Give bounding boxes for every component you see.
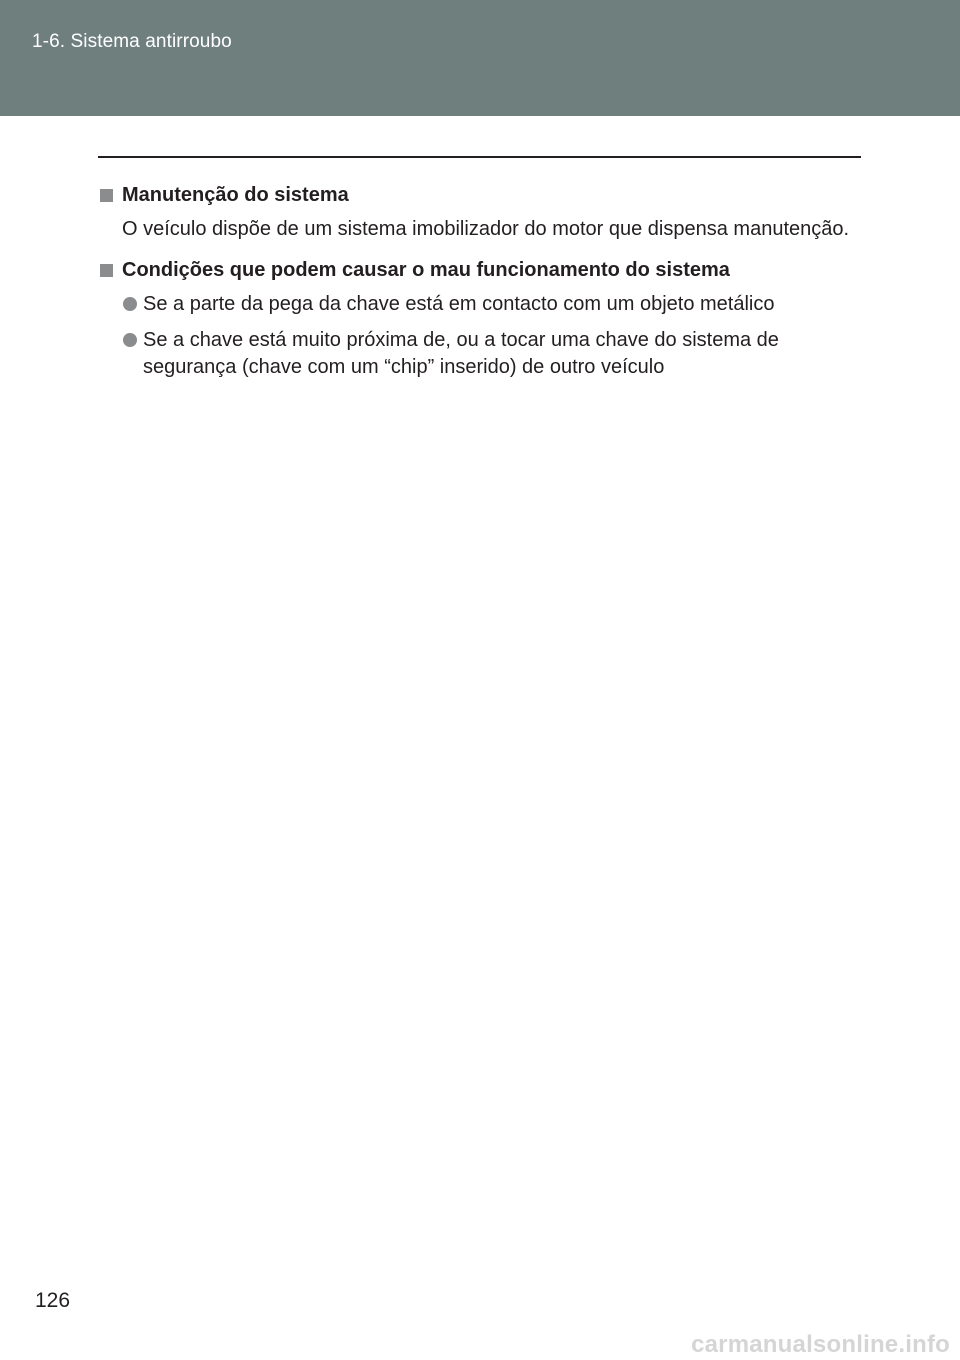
section-system-maintenance <box>100 182 853 243</box>
top-divider <box>98 156 861 158</box>
section-paragraph: O veículo dispõe de um sistema imobilizador do motor que dispensa manutenção. <box>122 218 850 240</box>
section-malfunction-conditions <box>100 257 853 381</box>
list-item <box>100 327 853 381</box>
watermark: carmanualsonline.info <box>691 1331 950 1358</box>
list-item-text: Se a chave está muito próxima de, ou a tocar uma chave do sistema de segurança (chave com um “chip” inserido) de outro veículo <box>143 329 779 378</box>
section-heading-text: Manutenção do sistema <box>122 184 349 206</box>
section-title: 1-6. Sistema antirroubo <box>32 31 232 52</box>
condition-list <box>100 291 853 381</box>
section-heading <box>100 257 853 283</box>
circle-bullet-icon <box>123 297 137 311</box>
list-item-text: Se a parte da pega da chave está em contacto com um objeto metálico <box>143 293 775 315</box>
section-heading <box>100 182 853 208</box>
circle-bullet-icon <box>123 333 137 347</box>
header-band <box>0 0 960 116</box>
page-content <box>100 182 853 390</box>
section-heading-text: Condições que podem causar o mau funcionamento do sistema <box>122 259 730 281</box>
square-bullet-icon <box>100 189 113 202</box>
list-item <box>100 291 853 318</box>
page-number: 126 <box>35 1289 71 1312</box>
square-bullet-icon <box>100 264 113 277</box>
